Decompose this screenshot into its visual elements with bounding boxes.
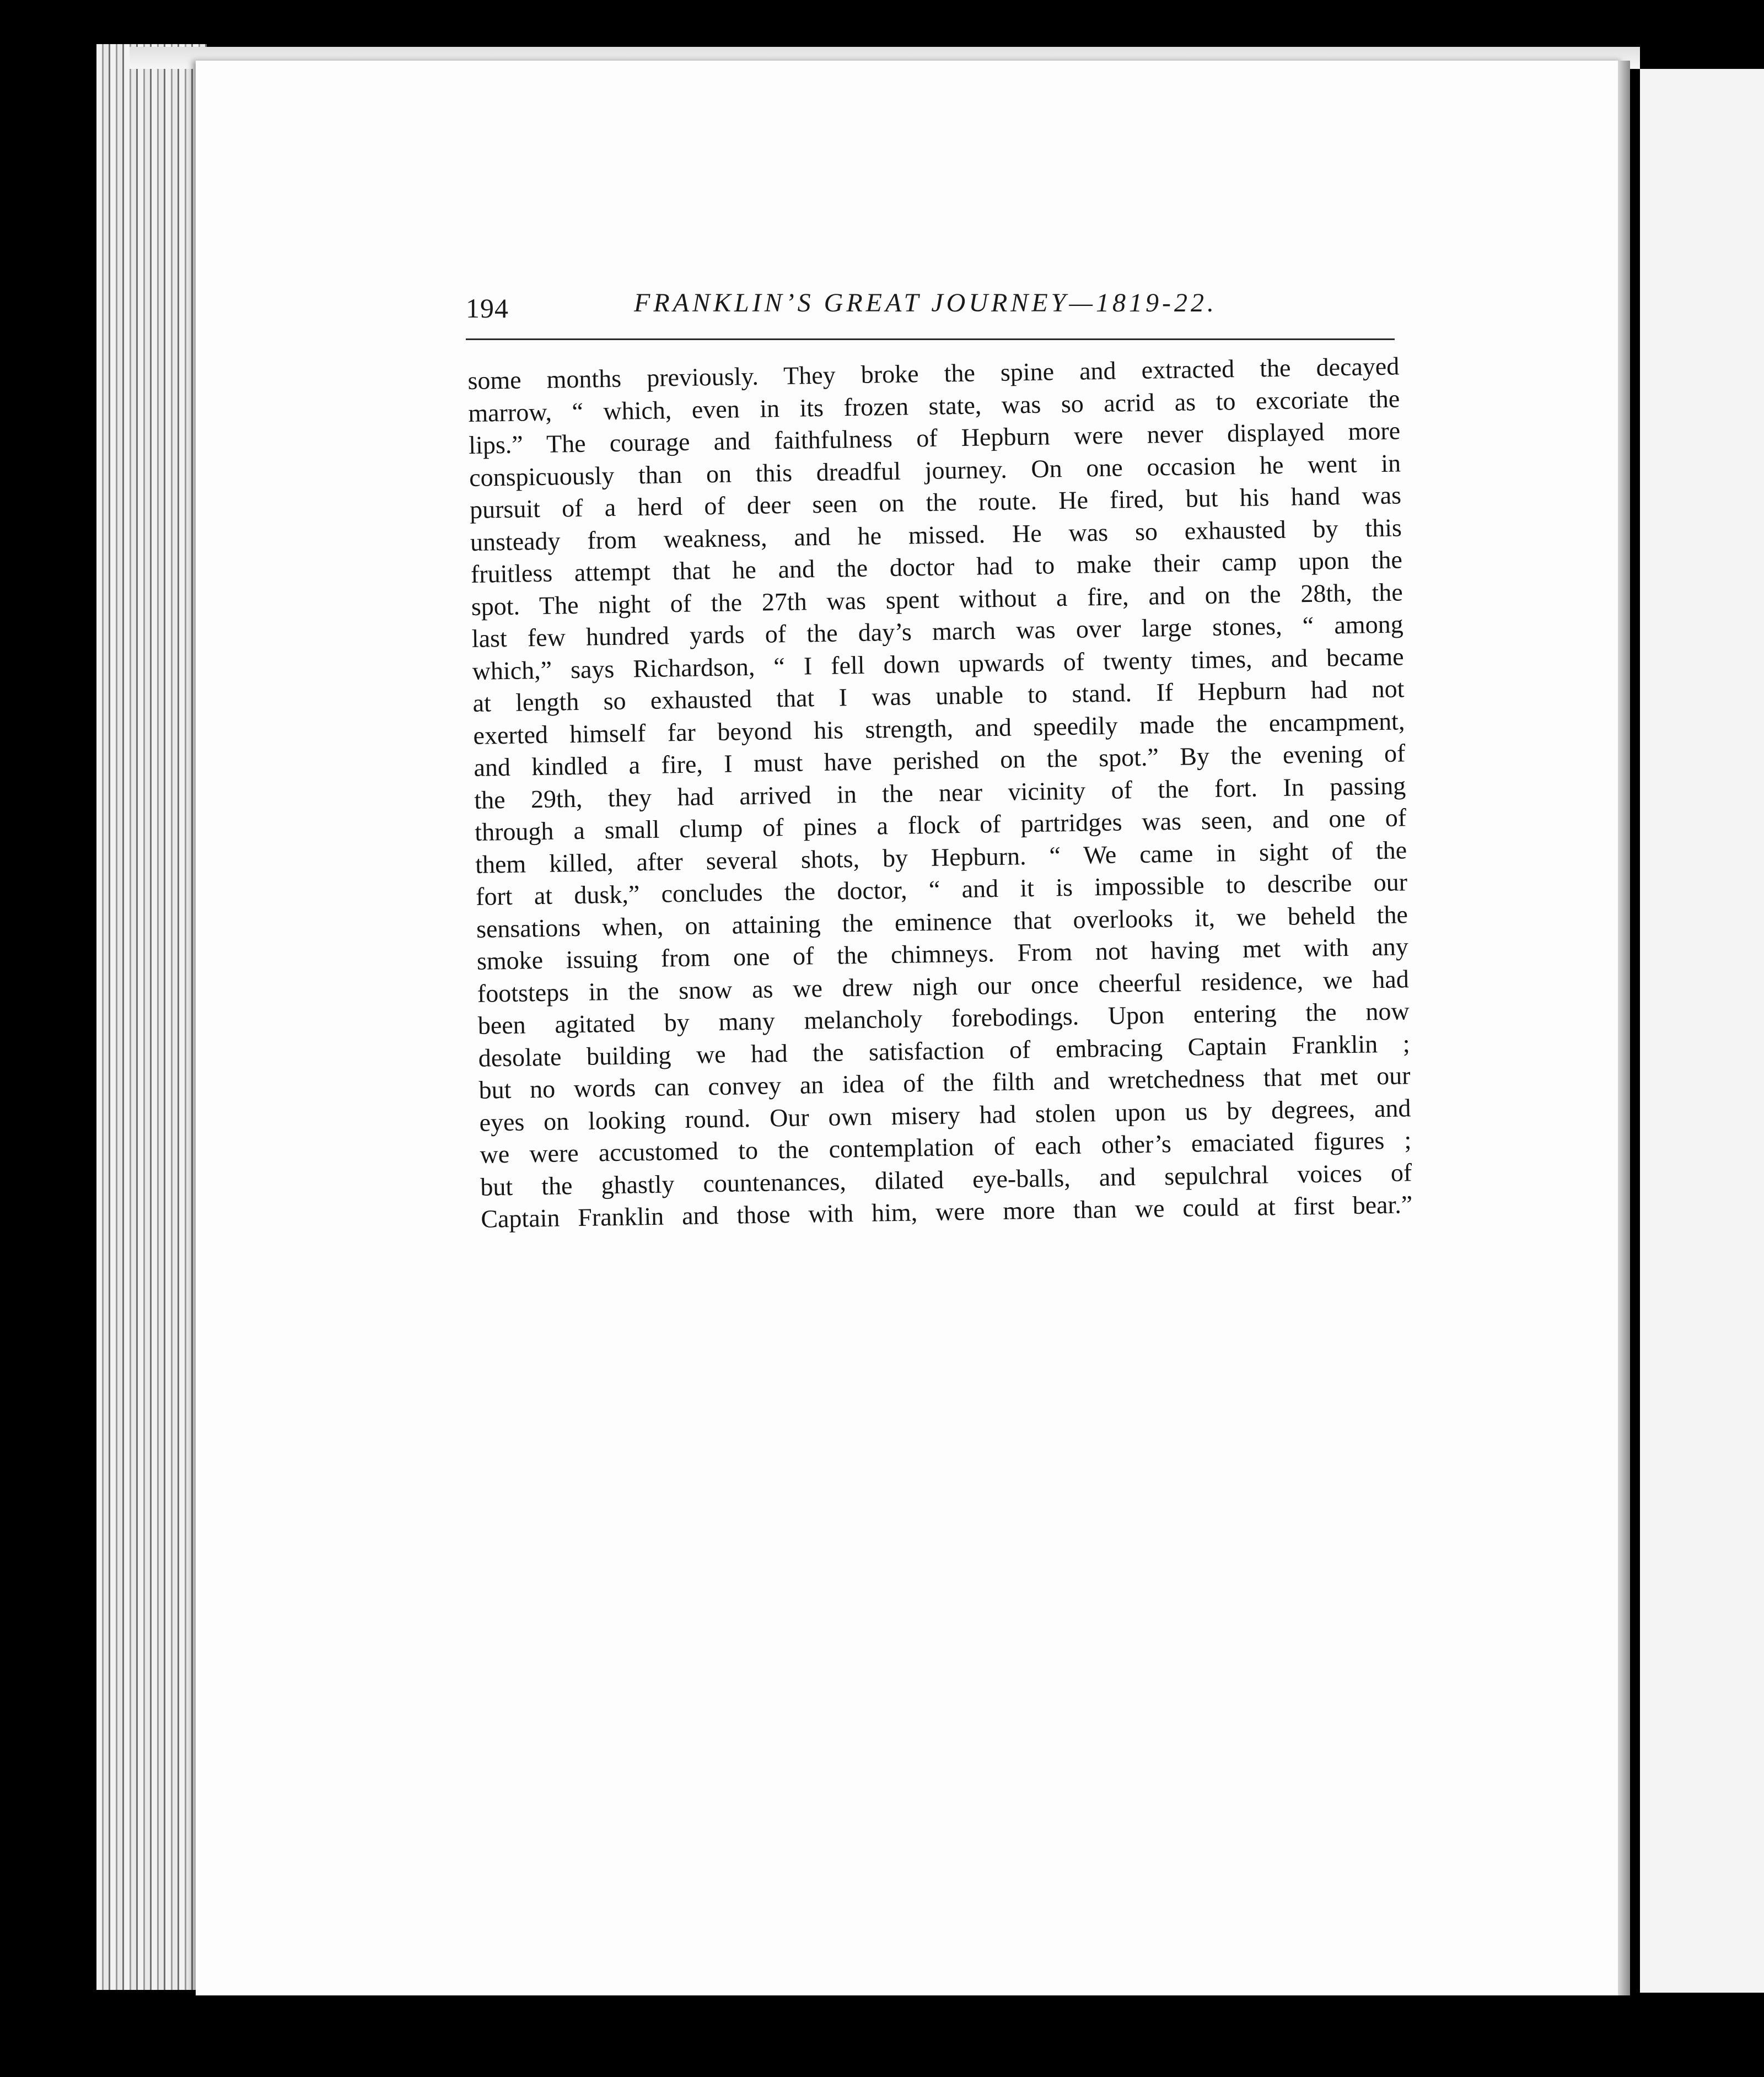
text-line: lips.” The courage and faithfulness of Hepburn were never displayed more [468, 416, 1401, 459]
facing-page-edge [1640, 69, 1764, 1993]
text-line: exerted himself far beyond his strength, and speedily made the encampment, [473, 706, 1405, 750]
text-line: the 29th, they had arrived in the near vicinity of the fort. In passing [474, 771, 1406, 814]
text-line: pursuit of a herd of deer seen on the route. He fired, but his hand was [469, 481, 1402, 524]
text-line: fort at dusk,” concludes the doctor, “ and it is impossible to describe our [475, 868, 1408, 911]
page-number: 194 [466, 293, 509, 324]
gutter-shadow [1618, 61, 1630, 1995]
text-line: but the ghastly countenances, dilated eye-balls, and sepulchral voices of [480, 1158, 1412, 1201]
text-line: but no words can convey an idea of the filth and wretchedness that met our [478, 1061, 1411, 1104]
text-line: sensations when, on attaining the eminence that overlooks it, we beheld the [476, 900, 1408, 943]
page-edges [96, 44, 207, 1990]
text-line: smoke issuing from one of the chimneys. From not having met with any [476, 932, 1409, 975]
text-line: last few hundred yards of the day’s march was over large stones, “ among [471, 610, 1403, 653]
text-line: some months previously. They broke the spine and extracted the decayed [467, 352, 1400, 395]
text-line: spot. The night of the 27th was spent without a fire, and on the 28th, the [471, 577, 1403, 621]
text-line: we were accustomed to the contemplation of each other’s emaciated figures ; [480, 1126, 1412, 1169]
running-title: FRANKLIN’S GREAT JOURNEY—1819-22. [634, 288, 1217, 318]
text-line: fruitless attempt that he and the doctor had to make their camp upon the [470, 545, 1403, 588]
text-line: marrow, “ which, even in its frozen state, was so acrid as to excoriate the [467, 384, 1400, 427]
running-header [466, 288, 1395, 324]
text-line: Captain Franklin and those with him, were more than we could at first bear.” [480, 1190, 1413, 1233]
text-line: which,” says Richardson, “ I fell down upwards of twenty times, and became [472, 642, 1404, 685]
text-line: conspicuously than on this dreadful journey. On one occasion he went in [469, 448, 1401, 492]
text-line: footsteps in the snow as we drew nigh our once cheerful residence, we had [477, 964, 1410, 1008]
text-line: at length so exhausted that I was unable to stand. If Hepburn had not [472, 674, 1405, 717]
text-line: through a small clump of pines a flock of partridges was seen, and one of [474, 803, 1407, 846]
header-rule [466, 338, 1395, 340]
text-line: desolate building we had the satisfaction of embracing Captain Franklin ; [478, 1029, 1410, 1072]
text-line: them killed, after several shots, by Hepburn. “ We came in sight of the [475, 835, 1407, 879]
text-line: and kindled a fire, I must have perished on the spot.” By the evening of [474, 739, 1406, 782]
text-line: unsteady from weakness, and he missed. He was so exhausted by this [470, 513, 1402, 556]
text-line: been agitated by many melancholy forebodings. Upon entering the now [477, 997, 1410, 1040]
body-text [467, 350, 1413, 1235]
text-line: eyes on looking round. Our own misery had stolen upon us by degrees, and [479, 1093, 1411, 1137]
